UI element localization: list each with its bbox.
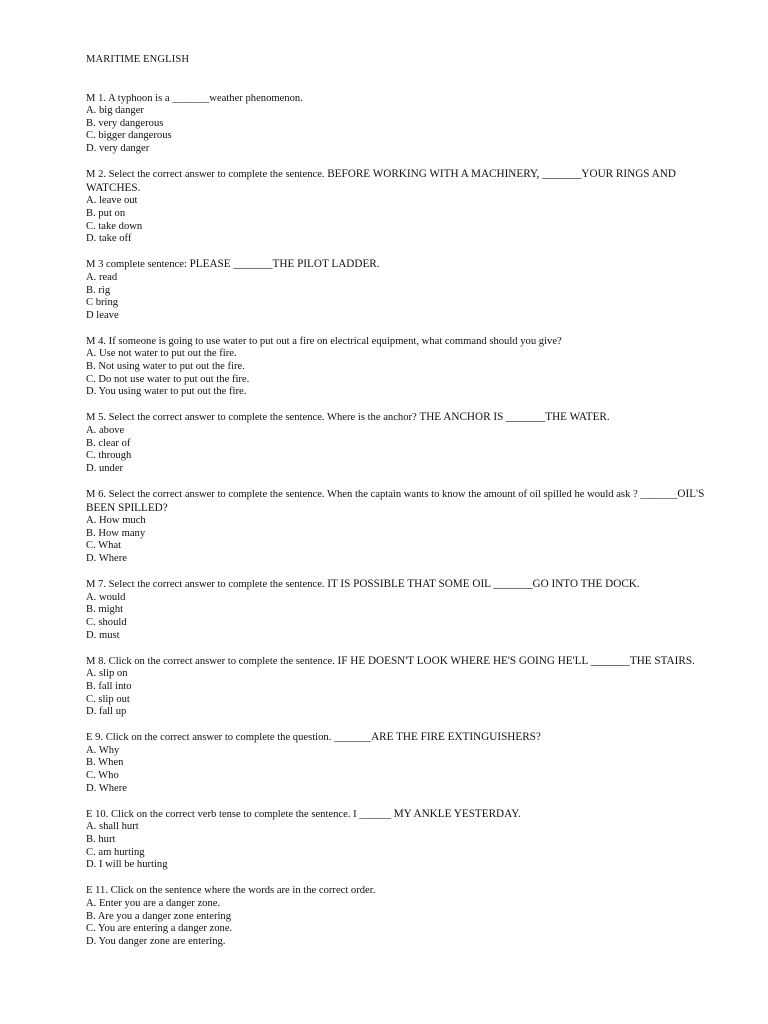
answer-option: A. read — [86, 271, 118, 283]
question-block — [86, 655, 716, 719]
question-emphasis: ARE THE FIRE EXTINGUISHERS? — [371, 731, 541, 744]
answer-option: B. How many — [86, 527, 146, 539]
answer-option: C. bigger dangerous — [86, 130, 172, 142]
answer-option: D. must — [86, 629, 120, 641]
question-prompt: E 11. Click on the sentence where the words are in the correct order. — [86, 885, 376, 897]
question-text — [86, 808, 716, 822]
question-emphasis: BEFORE WORKING WITH A MACHINERY, _______YOUR RINGS AND WATCHES. — [86, 168, 676, 194]
question-block — [86, 884, 716, 948]
answer-option: D. Where — [86, 552, 127, 564]
document-title: MARITIME ENGLISH — [86, 54, 190, 65]
question-prompt: M 4. If someone is going to use water to put out a fire on electrical equipment, what command should you give? — [86, 335, 562, 347]
question-prompt: M 7. Select the correct answer to complete the sentence. — [86, 579, 328, 591]
answer-option: A. shall hurt — [86, 821, 139, 833]
answer-option: B. fall into — [86, 680, 132, 692]
answer-option: B. might — [86, 604, 124, 616]
answer-options — [86, 425, 716, 475]
answer-option: D. Where — [86, 782, 127, 794]
answer-option: A. would — [86, 591, 126, 603]
answer-option: B. very dangerous — [86, 117, 164, 129]
question-text — [86, 488, 716, 515]
answer-option: D. You using water to put out the fire. — [86, 386, 247, 398]
answer-option: D. under — [86, 462, 124, 474]
answer-option: B. hurt — [86, 834, 116, 846]
question-block — [86, 578, 716, 642]
question-text — [86, 655, 716, 669]
answer-option: A. Why — [86, 744, 120, 756]
answer-options — [86, 668, 716, 718]
question-prompt: M 2. Select the correct answer to complete the sentence. — [86, 169, 328, 181]
answer-option: B. rig — [86, 284, 111, 296]
question-block — [86, 335, 716, 399]
question-prompt: M 1. A typhoon is a _______weather phenomenon. — [86, 92, 303, 104]
question-text — [86, 335, 716, 349]
answer-options — [86, 272, 716, 322]
answer-option: B. Are you a danger zone entering — [86, 910, 232, 922]
answer-option: B. clear of — [86, 437, 131, 449]
answer-option: A. above — [86, 425, 125, 437]
answer-option: B. When — [86, 757, 124, 769]
answer-option: A. slip on — [86, 668, 128, 680]
question-text — [86, 578, 716, 592]
question-block — [86, 411, 716, 475]
answer-option: B. Not using water to put out the fire. — [86, 361, 245, 373]
answer-option: C. through — [86, 450, 132, 462]
answer-options — [86, 592, 716, 642]
answer-option: C. take down — [86, 220, 143, 232]
question-emphasis: OIL'S BEEN SPILLED? — [86, 488, 705, 514]
answer-option: C. What — [86, 540, 122, 552]
answer-option: D. fall up — [86, 706, 127, 718]
question-emphasis: IF HE DOESN'T LOOK WHERE HE'S GOING HE'LL _______THE STAIRS. — [337, 654, 695, 667]
answer-option: D. very danger — [86, 142, 150, 154]
question-emphasis: IT IS POSSIBLE THAT SOME OIL _______GO INTO THE DOCK. — [327, 578, 640, 591]
answer-options — [86, 348, 716, 398]
answer-option: B. put on — [86, 207, 126, 219]
answer-option: C. should — [86, 616, 127, 628]
answer-option: C. Who — [86, 770, 119, 782]
question-prompt: E 9. Click on the correct answer to complete the question. _______ — [86, 732, 372, 744]
answer-option: D leave — [86, 309, 119, 321]
answer-option: A. Enter you are a danger zone. — [86, 898, 221, 909]
question-prompt: M 5. Select the correct answer to complete the sentence. Where is the anchor? — [86, 412, 420, 424]
answer-option: C bring — [86, 297, 119, 309]
answer-options — [86, 821, 716, 871]
answer-option: C. You are entering a danger zone. — [86, 923, 233, 935]
question-emphasis: THE ANCHOR IS _______THE WATER. — [419, 411, 610, 424]
question-text — [86, 411, 716, 425]
answer-option: C. slip out — [86, 693, 130, 705]
question-text — [86, 92, 716, 106]
answer-option: C. am hurting — [86, 846, 145, 858]
answer-options — [86, 745, 716, 795]
question-emphasis: PLEASE _______THE PILOT LADDER. — [189, 258, 380, 271]
answer-option: A. Use not water to put out the fire. — [86, 348, 237, 360]
question-list — [86, 92, 716, 949]
question-prompt: M 6. Select the correct answer to complete the sentence. When the captain wants to know the amount of oil spilled he would ask ? _______ — [86, 489, 678, 500]
answer-options — [86, 898, 716, 948]
question-text — [86, 731, 716, 745]
answer-options — [86, 515, 716, 565]
question-block — [86, 731, 716, 795]
question-block — [86, 808, 716, 872]
question-block — [86, 92, 716, 156]
answer-options — [86, 195, 716, 245]
question-prompt: M 3 complete sentence: — [86, 259, 190, 271]
answer-options — [86, 105, 716, 155]
answer-option: C. Do not use water to put out the fire. — [86, 373, 250, 385]
answer-option: D. You danger zone are entering. — [86, 935, 226, 947]
question-text — [86, 168, 716, 195]
question-text — [86, 884, 716, 898]
answer-option: A. How much — [86, 515, 146, 527]
question-emphasis: MY ANKLE YESTERDAY. — [393, 807, 521, 820]
question-block — [86, 258, 716, 322]
answer-option: D. I will be hurting — [86, 859, 168, 871]
answer-option: D. take off — [86, 233, 132, 245]
question-text — [86, 258, 716, 272]
question-prompt: E 10. Click on the correct verb tense to complete the sentence. I ______ — [86, 808, 394, 820]
answer-option: A. big danger — [86, 105, 144, 117]
question-prompt: M 8. Click on the correct answer to complete the sentence. — [86, 655, 338, 667]
answer-option: A. leave out — [86, 195, 138, 207]
question-block — [86, 168, 716, 246]
question-block — [86, 488, 716, 566]
document-page — [86, 54, 716, 961]
